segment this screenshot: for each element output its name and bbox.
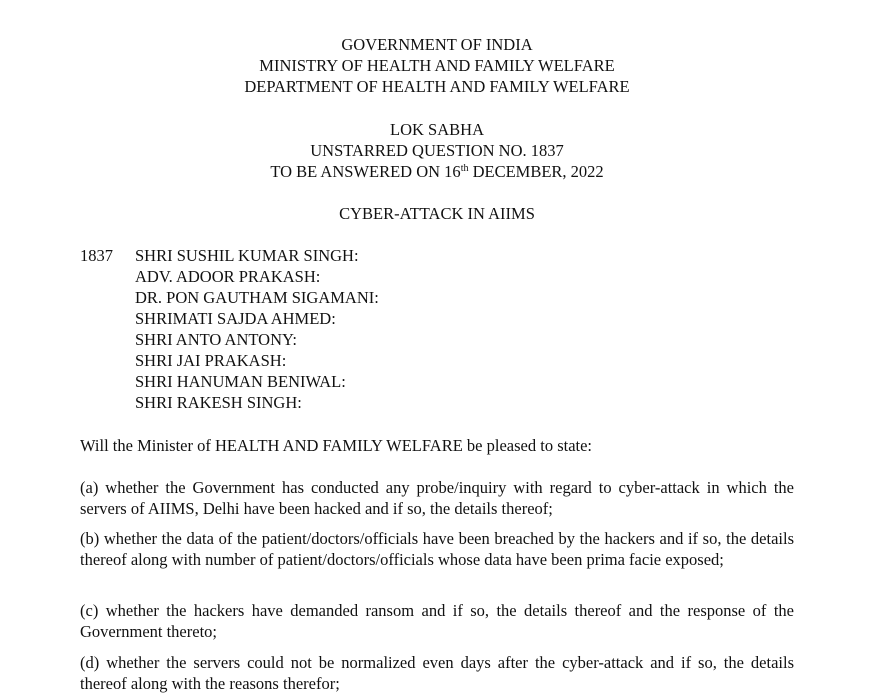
member-name: SHRI HANUMAN BENIWAL:	[135, 372, 346, 391]
member-name: DR. PON GAUTHAM SIGAMANI:	[135, 288, 379, 307]
member-name: SHRI ANTO ANTONY:	[135, 330, 297, 349]
member-name: SHRI SUSHIL KUMAR SINGH:	[135, 246, 359, 265]
member-name: SHRI JAI PRAKASH:	[135, 351, 287, 370]
member-name: SHRIMATI SAJDA AHMED:	[135, 309, 336, 328]
question-number-heading: UNSTARRED QUESTION NO. 1837	[310, 141, 564, 160]
answer-date	[0, 161, 874, 182]
member-name: SHRI RAKESH SINGH:	[135, 393, 302, 412]
question-part-d: (d) whether the servers could not be normalized even days after the cyber-attack and if so, the details thereof along with the reasons therefor;	[80, 653, 794, 693]
government-heading: GOVERNMENT OF INDIA	[341, 35, 533, 54]
ministry-heading: MINISTRY OF HEALTH AND FAMILY WELFARE	[259, 56, 615, 75]
question-number: 1837	[80, 246, 113, 265]
house-name: LOK SABHA	[390, 120, 484, 139]
question-subject: CYBER-ATTACK IN AIIMS	[339, 204, 535, 223]
department-heading: DEPARTMENT OF HEALTH AND FAMILY WELFARE	[244, 77, 630, 96]
question-intro: Will the Minister of HEALTH AND FAMILY WELFARE be pleased to state:	[80, 436, 593, 455]
answer-date-suffix: DECEMBER, 2022	[468, 162, 604, 181]
answer-date-ordinal: th	[460, 163, 469, 174]
question-part-a: (a) whether the Government has conducted any probe/inquiry with regard to cyber-attack in which the servers of AIIMS, Delhi have been hacked and if so, the details thereof;	[80, 478, 794, 518]
answer-date-prefix: TO BE ANSWERED ON 16	[270, 162, 461, 181]
question-part-b: (b) whether the data of the patient/doctors/officials have been breached by the hackers and if so, the details thereof along with number of patient/doctors/officials whose data have been prima facie exposed;	[80, 529, 794, 569]
member-name: ADV. ADOOR PRAKASH:	[135, 267, 321, 286]
question-part-c: (c) whether the hackers have demanded ransom and if so, the details thereof and the response of the Government thereto;	[80, 601, 794, 641]
